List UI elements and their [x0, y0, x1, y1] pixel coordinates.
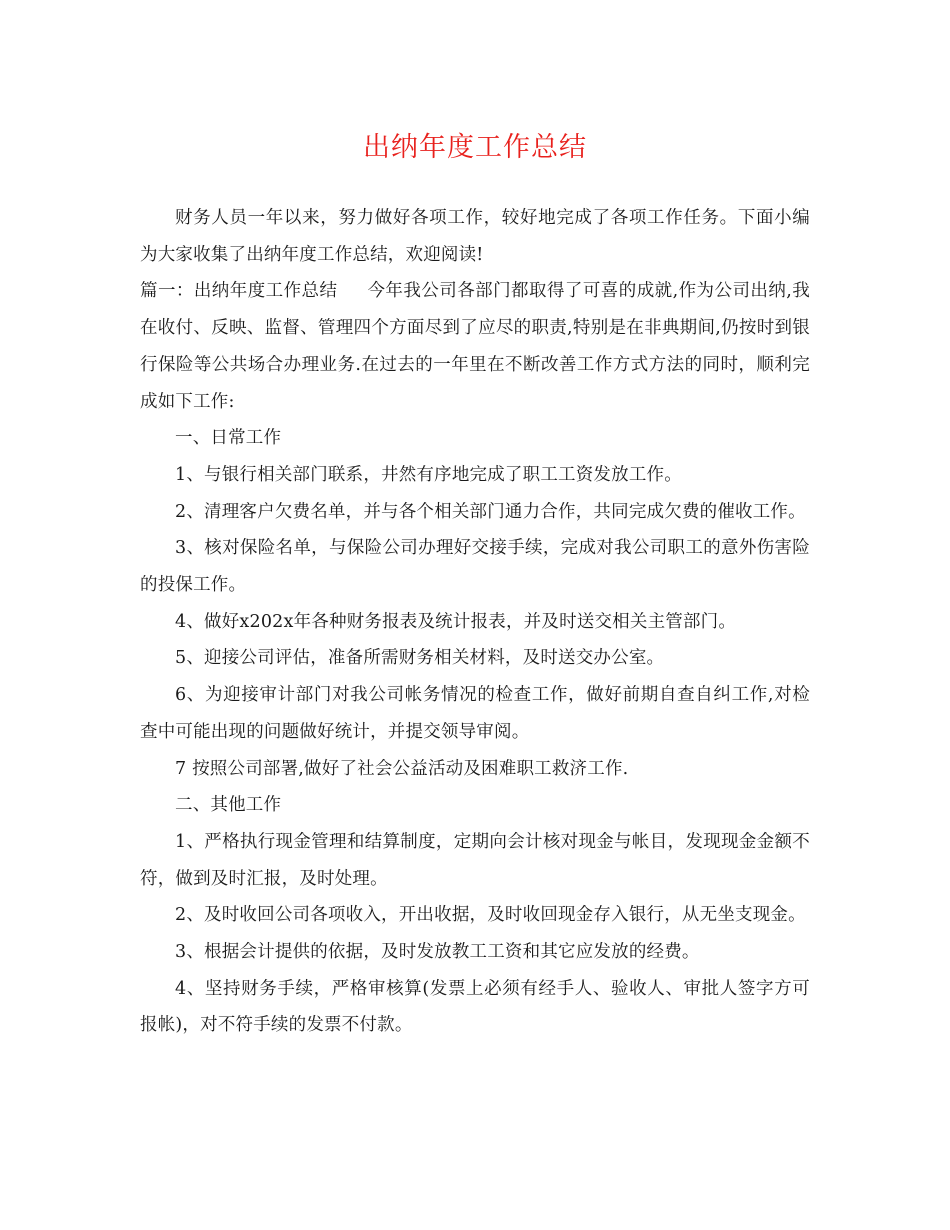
other-item-3: 3、根据会计提供的依据，及时发放教工工资和其它应发放的经费。	[175, 942, 700, 963]
section-label: 篇一：出纳年度工作总结	[140, 281, 338, 302]
section-intro-text: 今年我公司各部门都取得了可喜的成就,作为公司出纳,我在收付、反映、监督、管理四个方面尽到了应尽的职责,特别是在非典期间,仍按时到银行保险等公共场合办理业务.在过去的一年里在不断改善工作方式方法的同时，顺利完成如下工作:	[140, 281, 811, 412]
other-item-4: 4、坚持财务手续，严格审核算(发票上必须有经手人、验收人、审批人签字方可报帐)，对不符手续的发票不付款。	[140, 978, 810, 1036]
other-item-1: 1、严格执行现金管理和结算制度，定期向会计核对现金与帐目，发现现金金额不符，做到及时汇报，及时处理。	[140, 831, 810, 889]
document-body	[140, 200, 810, 1044]
daily-item-2: 2、清理客户欠费名单，并与各个相关部门通力合作，共同完成欠费的催收工作。	[175, 501, 806, 522]
section-intro-paragraph	[140, 273, 810, 420]
intro-paragraph: 财务人员一年以来，努力做好各项工作，较好地完成了各项工作任务。下面小编为大家收集了出纳年度工作总结，欢迎阅读!	[140, 208, 810, 265]
daily-item-3: 3、核对保险名单，与保险公司办理好交接手续，完成对我公司职工的意外伤害险的投保工作。	[140, 538, 810, 596]
daily-item-4: 4、做好x202x年各种财务报表及统计报表，并及时送交相关主管部门。	[175, 611, 737, 632]
daily-item-1: 1、与银行相关部门联系，井然有序地完成了职工工资发放工作。	[175, 464, 682, 485]
daily-work-heading: 一、日常工作	[175, 428, 282, 449]
other-item-2: 2、及时收回公司各项收入，开出收据，及时收回现金存入银行，从无坐支现金。	[175, 905, 806, 926]
daily-item-5: 5、迎接公司评估，准备所需财务相关材料，及时送交办公室。	[175, 648, 665, 669]
other-work-heading: 二、其他工作	[175, 795, 282, 816]
daily-item-6: 6、为迎接审计部门对我公司帐务情况的检查工作，做好前期自查自纠工作,对检查中可能出现的问题做好统计，并提交领导审阅。	[140, 685, 810, 742]
daily-item-7: 7 按照公司部署,做好了社会公益活动及困难职工救济工作.	[175, 758, 629, 779]
document-title: 出纳年度工作总结	[363, 132, 587, 163]
